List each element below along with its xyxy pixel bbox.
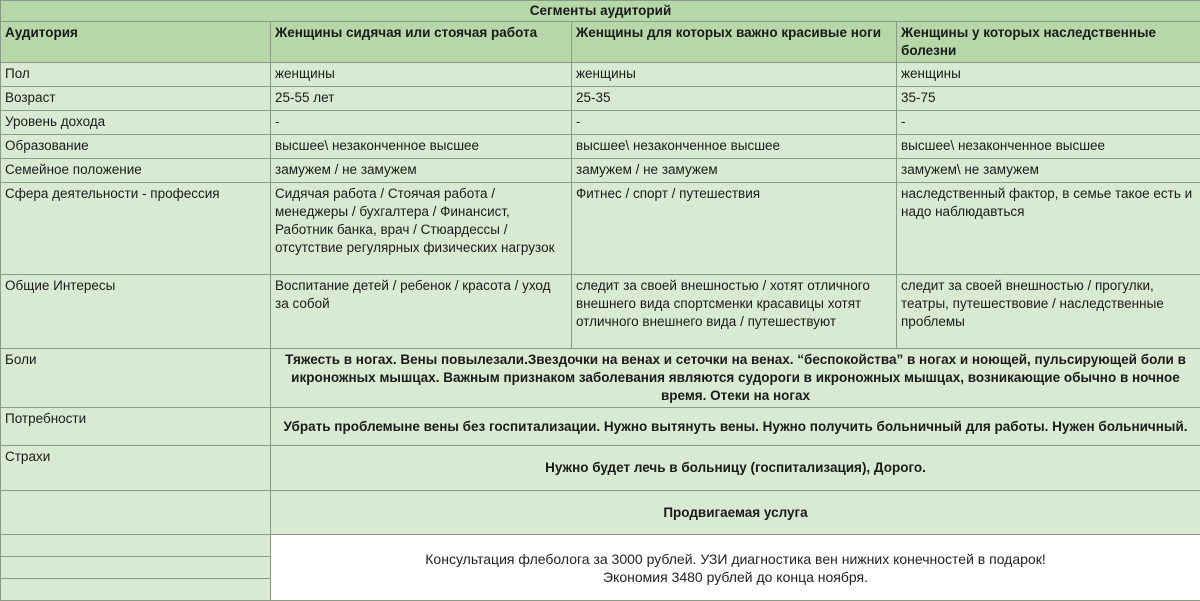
table-cell[interactable]: высшее\ незаконченное высшее bbox=[897, 135, 1200, 159]
fears-label[interactable]: Страхи bbox=[1, 446, 271, 491]
service-offer-line-2: Экономия 3480 рублей до конца ноября. bbox=[275, 568, 1196, 586]
table-cell[interactable]: следит за своей внешностью / хотят отличного внешнего вида спортсменки красавицы хотят отличного внешнего вида / путешествуют bbox=[572, 275, 897, 349]
row-label[interactable]: Общие Интересы bbox=[1, 275, 271, 349]
header-row bbox=[1, 22, 1200, 63]
table-cell[interactable]: Сидячая работа / Стоячая работа / менеджеры / бухгалтера / Финансист, Работник банка, врач / Стюардессы / отсутствие регулярных физических нагрузок bbox=[271, 183, 572, 275]
table-cell[interactable]: замужем\ не замужем bbox=[897, 159, 1200, 183]
table-cell[interactable]: наследственный фактор, в семье такое есть и надо наблюдавться bbox=[897, 183, 1200, 275]
table-cell[interactable]: - bbox=[271, 111, 572, 135]
header-cell-segment-2[interactable]: Женщины для которых важно красивые ноги bbox=[572, 22, 897, 63]
table-cell[interactable]: - bbox=[897, 111, 1200, 135]
pains-label[interactable]: Боли bbox=[1, 349, 271, 408]
needs-row bbox=[1, 408, 1200, 446]
pains-cell[interactable]: Тяжесть в ногах. Вены повылезали.Звездочки на венах и сеточки на венах. “беспокойства” в ногах и ноющей, пульсирующей боли в икроножных мышцах. Важным признаком заболевания являются судороги в икроножных мышцах, возникающие обычно в ночное время. Отеки на ногах bbox=[271, 349, 1200, 408]
row-label[interactable]: Пол bbox=[1, 63, 271, 87]
header-cell-segment-1[interactable]: Женщины сидячая или стоячая работа bbox=[271, 22, 572, 63]
needs-label[interactable]: Потребности bbox=[1, 408, 271, 446]
table-cell[interactable]: замужем / не замужем bbox=[572, 159, 897, 183]
table-cell[interactable]: замужем / не замужем bbox=[271, 159, 572, 183]
table-row bbox=[1, 111, 1200, 135]
service-offer-line-1: Консультация флеболога за 3000 рублей. УЗИ диагностика вен нижних конечностей в подарок! bbox=[275, 550, 1196, 568]
table-cell[interactable]: 35-75 bbox=[897, 87, 1200, 111]
row-label[interactable]: Семейное положение bbox=[1, 159, 271, 183]
table-cell[interactable]: женщины bbox=[572, 63, 897, 87]
row-label[interactable]: Образование bbox=[1, 135, 271, 159]
table-row bbox=[1, 183, 1200, 275]
table-cell[interactable]: женщины bbox=[897, 63, 1200, 87]
table-cell[interactable]: следит за своей внешностью / прогулки, театры, путешествовие / наследственные проблемы bbox=[897, 275, 1200, 349]
service-offer-cell[interactable] bbox=[271, 535, 1200, 601]
table-title[interactable]: Сегменты аудиторий bbox=[1, 1, 1200, 22]
empty-cell[interactable] bbox=[1, 579, 271, 601]
needs-cell[interactable]: Убрать проблемыне вены без госпитализации. Нужно вытянуть вены. Нужно получить больничный для работы. Нужен больничный. bbox=[271, 408, 1200, 446]
row-label[interactable]: Возраст bbox=[1, 87, 271, 111]
table-row bbox=[1, 87, 1200, 111]
table-cell[interactable]: высшее\ незаконченное высшее bbox=[572, 135, 897, 159]
pains-row bbox=[1, 349, 1200, 408]
table-cell[interactable]: Фитнес / спорт / путешествия bbox=[572, 183, 897, 275]
table-row bbox=[1, 159, 1200, 183]
header-cell-segment-3[interactable]: Женщины у которых наследственные болезни bbox=[897, 22, 1200, 63]
empty-cell[interactable] bbox=[1, 491, 271, 535]
service-row bbox=[1, 535, 1200, 557]
fears-cell[interactable]: Нужно будет лечь в больницу (госпитализация), Дорого. bbox=[271, 446, 1200, 491]
table-cell[interactable]: Воспитание детей / ребенок / красота / уход за собой bbox=[271, 275, 572, 349]
table-row bbox=[1, 135, 1200, 159]
table-cell[interactable]: высшее\ незаконченное высшее bbox=[271, 135, 572, 159]
service-title[interactable]: Продвигаемая услуга bbox=[271, 491, 1200, 535]
row-label[interactable]: Сфера деятельности - профессия bbox=[1, 183, 271, 275]
empty-cell[interactable] bbox=[1, 557, 271, 579]
table-cell[interactable]: 25-55 лет bbox=[271, 87, 572, 111]
header-cell-audience[interactable]: Аудитория bbox=[1, 22, 271, 63]
empty-cell[interactable] bbox=[1, 535, 271, 557]
table-cell[interactable]: 25-35 bbox=[572, 87, 897, 111]
row-label[interactable]: Уровень дохода bbox=[1, 111, 271, 135]
table-row bbox=[1, 275, 1200, 349]
fears-row bbox=[1, 446, 1200, 491]
title-row bbox=[1, 1, 1200, 22]
table-cell[interactable]: женщины bbox=[271, 63, 572, 87]
table-cell[interactable]: - bbox=[572, 111, 897, 135]
service-title-row bbox=[1, 491, 1200, 535]
table-row bbox=[1, 63, 1200, 87]
